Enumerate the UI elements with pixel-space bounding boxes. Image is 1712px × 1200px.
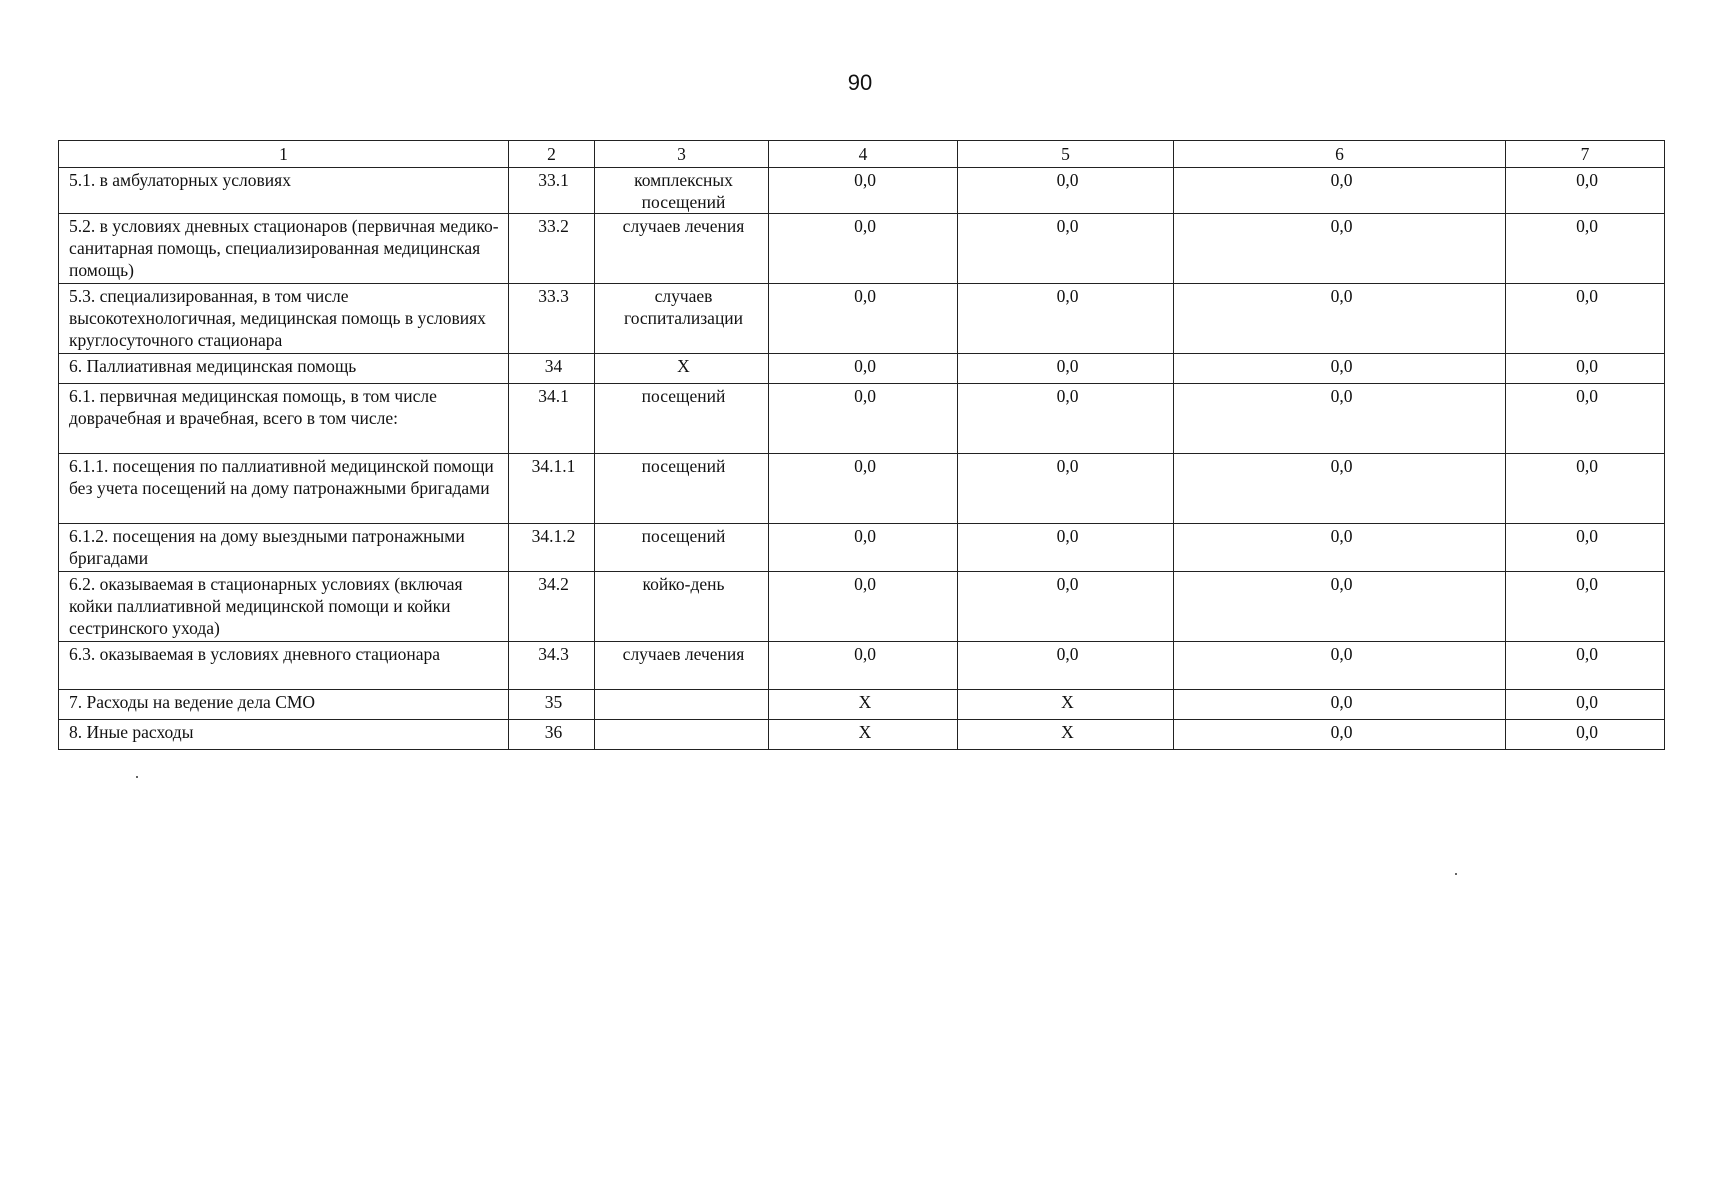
row-value-cell-6: 0,0	[1174, 690, 1506, 720]
row-unit-cell: случаев лечения	[595, 214, 769, 284]
header-row	[59, 141, 1665, 168]
table-row	[59, 284, 1665, 354]
row-value-cell-5: 0,0	[958, 284, 1174, 354]
table-body	[59, 168, 1665, 750]
stray-dot	[1455, 873, 1457, 875]
row-value-cell-7: 0,0	[1506, 168, 1665, 214]
row-name-cell: 7. Расходы на ведение дела СМО	[59, 690, 509, 720]
row-value-cell-7: 0,0	[1506, 690, 1665, 720]
row-code-cell: 33.1	[509, 168, 595, 214]
row-value-cell-5: 0,0	[958, 214, 1174, 284]
row-unit-cell: посещений	[595, 524, 769, 572]
row-value-cell-7: 0,0	[1506, 284, 1665, 354]
row-code-cell: 36	[509, 720, 595, 750]
row-unit-cell: случаев госпитализации	[595, 284, 769, 354]
row-value-cell-7: 0,0	[1506, 720, 1665, 750]
stray-dot	[136, 776, 138, 778]
row-unit-cell	[595, 720, 769, 750]
row-code-cell: 34.1	[509, 384, 595, 454]
table-row	[59, 524, 1665, 572]
row-value-cell-5: 0,0	[958, 168, 1174, 214]
row-unit-cell: случаев лечения	[595, 642, 769, 690]
table-row	[59, 384, 1665, 454]
row-name-cell: 8. Иные расходы	[59, 720, 509, 750]
row-name-cell: 5.2. в условиях дневных стационаров (первичная медико-санитарная помощь, специализированная медицинская помощь)	[59, 214, 509, 284]
row-value-cell-6: 0,0	[1174, 642, 1506, 690]
row-value-cell-6: 0,0	[1174, 284, 1506, 354]
row-code-cell: 34.2	[509, 572, 595, 642]
table-row	[59, 572, 1665, 642]
row-unit-cell	[595, 690, 769, 720]
row-value-cell-4: 0,0	[769, 214, 958, 284]
table-row	[59, 720, 1665, 750]
row-name-cell: 5.1. в амбулаторных условиях	[59, 168, 509, 214]
row-code-cell: 33.2	[509, 214, 595, 284]
table-row	[59, 354, 1665, 384]
row-value-cell-4: 0,0	[769, 572, 958, 642]
row-code-cell: 34.1.1	[509, 454, 595, 524]
row-code-cell: 34.1.2	[509, 524, 595, 572]
data-table	[58, 140, 1665, 750]
row-value-cell-7: 0,0	[1506, 524, 1665, 572]
row-value-cell-6: 0,0	[1174, 454, 1506, 524]
row-value-cell-7: 0,0	[1506, 642, 1665, 690]
row-name-cell: 6.1. первичная медицинская помощь, в том числе доврачебная и врачебная, всего в том числе:	[59, 384, 509, 454]
row-value-cell-4: 0,0	[769, 354, 958, 384]
row-unit-cell: посещений	[595, 384, 769, 454]
table-row	[59, 454, 1665, 524]
row-value-cell-4: X	[769, 690, 958, 720]
row-code-cell: 34	[509, 354, 595, 384]
row-value-cell-5: 0,0	[958, 454, 1174, 524]
row-value-cell-4: 0,0	[769, 524, 958, 572]
row-value-cell-6: 0,0	[1174, 524, 1506, 572]
row-unit-cell: комплексных посещений	[595, 168, 769, 214]
row-value-cell-7: 0,0	[1506, 354, 1665, 384]
row-value-cell-7: 0,0	[1506, 454, 1665, 524]
row-value-cell-7: 0,0	[1506, 384, 1665, 454]
row-value-cell-5: X	[958, 690, 1174, 720]
row-value-cell-6: 0,0	[1174, 214, 1506, 284]
row-value-cell-4: 0,0	[769, 168, 958, 214]
header-cell-5: 5	[958, 141, 1174, 168]
row-value-cell-6: 0,0	[1174, 720, 1506, 750]
row-unit-cell: X	[595, 354, 769, 384]
row-value-cell-5: 0,0	[958, 354, 1174, 384]
row-value-cell-4: 0,0	[769, 284, 958, 354]
row-value-cell-4: X	[769, 720, 958, 750]
header-cell-4: 4	[769, 141, 958, 168]
row-value-cell-6: 0,0	[1174, 572, 1506, 642]
header-cell-3: 3	[595, 141, 769, 168]
row-value-cell-5: 0,0	[958, 524, 1174, 572]
row-code-cell: 34.3	[509, 642, 595, 690]
header-cell-1: 1	[59, 141, 509, 168]
row-value-cell-4: 0,0	[769, 454, 958, 524]
row-value-cell-5: 0,0	[958, 642, 1174, 690]
row-value-cell-4: 0,0	[769, 642, 958, 690]
row-value-cell-7: 0,0	[1506, 214, 1665, 284]
row-code-cell: 35	[509, 690, 595, 720]
row-value-cell-5: 0,0	[958, 572, 1174, 642]
table-row	[59, 168, 1665, 214]
row-code-cell: 33.3	[509, 284, 595, 354]
row-value-cell-5: X	[958, 720, 1174, 750]
row-value-cell-7: 0,0	[1506, 572, 1665, 642]
row-name-cell: 6.2. оказываемая в стационарных условиях (включая койки паллиативной медицинской помощи и койки сестринского ухода)	[59, 572, 509, 642]
row-value-cell-6: 0,0	[1174, 168, 1506, 214]
table-row	[59, 214, 1665, 284]
row-unit-cell: койко-день	[595, 572, 769, 642]
header-cell-7: 7	[1506, 141, 1665, 168]
header-cell-2: 2	[509, 141, 595, 168]
row-value-cell-5: 0,0	[958, 384, 1174, 454]
table-row	[59, 642, 1665, 690]
header-cell-6: 6	[1174, 141, 1506, 168]
table-row	[59, 690, 1665, 720]
row-unit-cell: посещений	[595, 454, 769, 524]
row-value-cell-6: 0,0	[1174, 384, 1506, 454]
row-name-cell: 6.1.2. посещения на дому выездными патронажными бригадами	[59, 524, 509, 572]
page-number: 90	[847, 70, 873, 95]
row-value-cell-6: 0,0	[1174, 354, 1506, 384]
row-name-cell: 6.3. оказываемая в условиях дневного стационара	[59, 642, 509, 690]
row-name-cell: 5.3. специализированная, в том числе высокотехнологичная, медицинская помощь в условиях круглосуточного стационара	[59, 284, 509, 354]
row-name-cell: 6. Паллиативная медицинская помощь	[59, 354, 509, 384]
row-value-cell-4: 0,0	[769, 384, 958, 454]
row-name-cell: 6.1.1. посещения по паллиативной медицинской помощи без учета посещений на дому патронажными бригадами	[59, 454, 509, 524]
